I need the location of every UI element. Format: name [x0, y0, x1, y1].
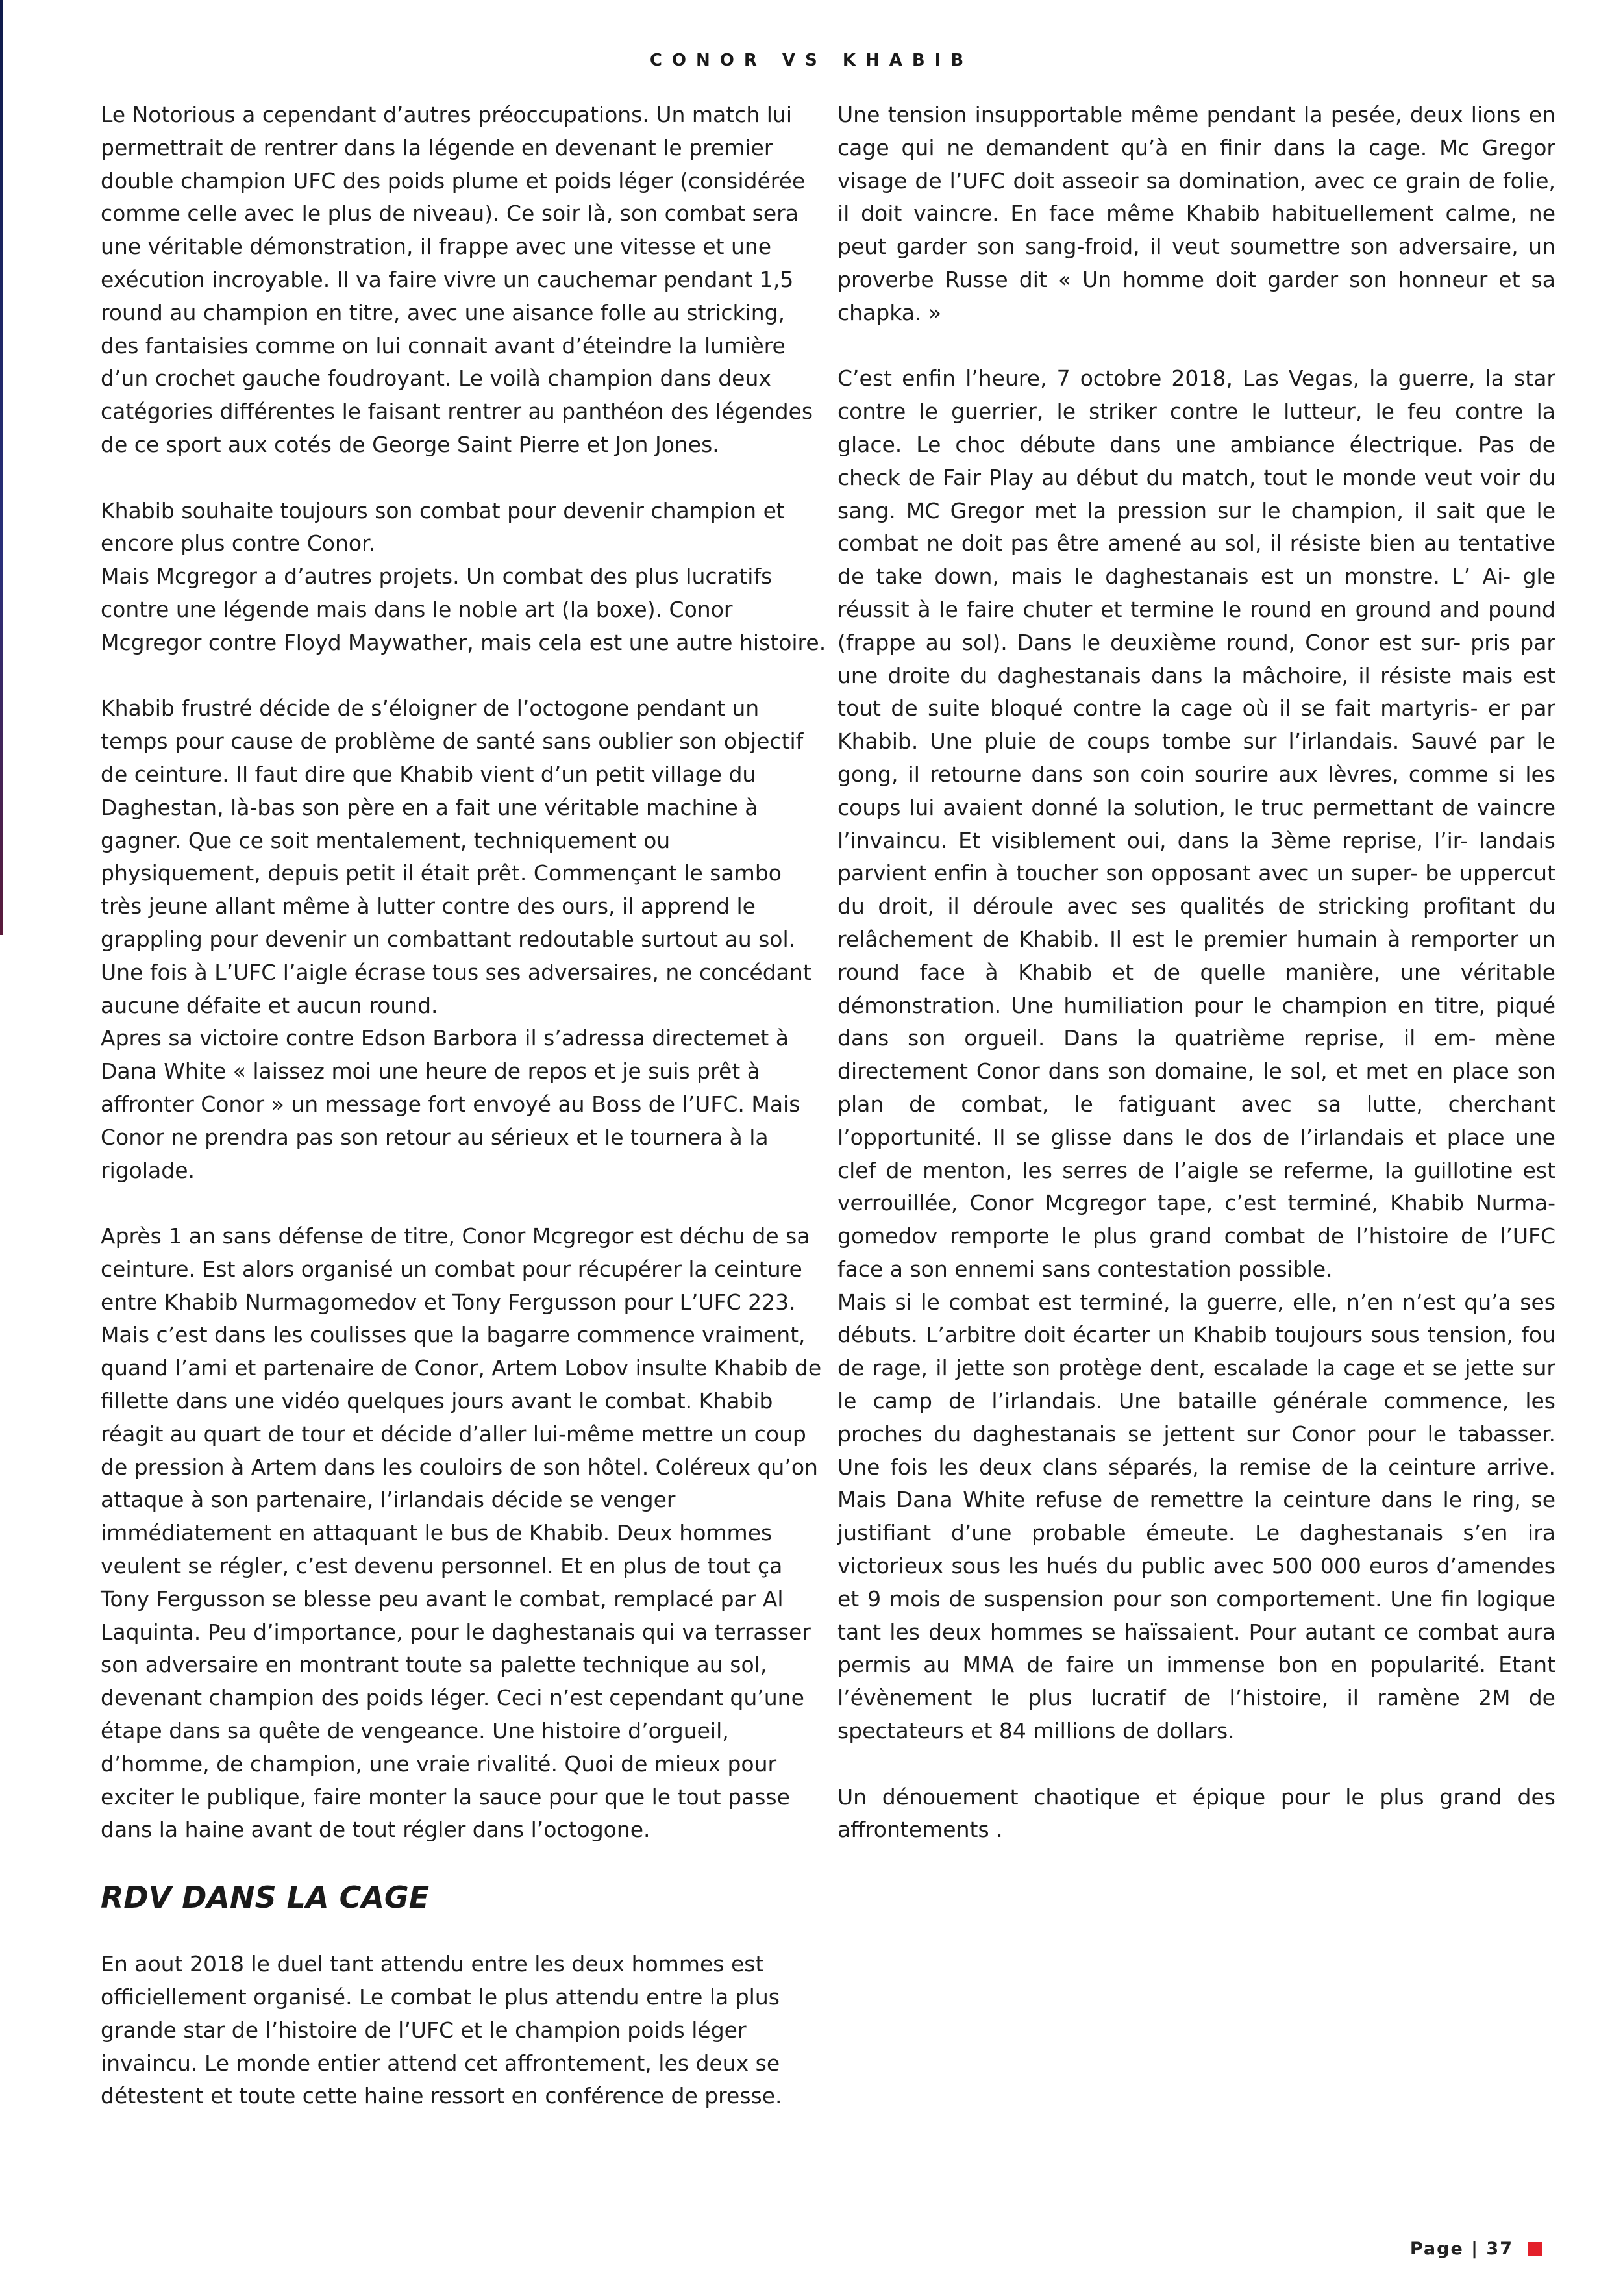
page-label: Page | 37 [1409, 2239, 1513, 2259]
paragraph: Une tension insupportable même pendant la pesée, deux lions en cage qui ne demandent qu’à en finir dans la cage. Mc Gregor visage de l’UFC doit asseoir sa domination, avec ce grain de folie, il doit vaincre. En face même Khabib habituellement calme, ne peut garder son sang-froid, il veut soumettre son adversaire, un proverbe Russe dit « Un homme doit garder son honneur et sa chapka. » [837, 102, 1555, 325]
left-column [101, 99, 828, 2113]
paragraph: Apres sa victoire contre Edson Barbora il s’adressa directemet à Dana White « laissez moi une heure de repos et je suis prêt à affronter Conor » un message fort envoyé au Boss de l’UFC. Mais Conor ne prendra pas son retour au sérieux et le tournera à la rigolade. [101, 1025, 800, 1183]
paragraph: Le Notorious a cependant d’autres préoccupations. Un match lui permettrait de rentrer dans la légende en devenant le premier double champion UFC des poids plume et poids léger (considérée comme celle avec le plus de niveau). Ce soir là, son combat sera une véritable démonstration, il frappe avec une vitesse et une exécution incroyable. Il va faire vivre un cauchemar pendant 1,5 round au champion en titre, avec une aisance folle au stricking, des fantaisies comme on lui connait avant d’éteindre la lumière d’un crochet gauche foudroyant. Le voilà champion dans deux catégories différentes le faisant rentrer au panthéon des légendes de ce sport aux cotés de George Saint Pierre et Jon Jones. [101, 102, 813, 457]
section-heading: RDV DANS LA CAGE [101, 1880, 430, 1915]
paragraph: En aout 2018 le duel tant attendu entre les deux hommes est officiellement organisé. Le combat le plus attendu entre la plus grande star de l’histoire de l’UFC et le champion poids léger invaincu. Le monde entier attend cet affrontement, les deux se détestent et toute cette haine ressort en conférence de presse. [101, 1951, 782, 2109]
paragraph: Un dénouement chaotique et épique pour le plus grand des affrontements . [837, 1784, 1555, 1843]
right-column [837, 99, 1555, 1847]
left-edge-bar [0, 0, 3, 935]
running-header: CONOR VS KHABIB [649, 51, 974, 70]
paragraph: Khabib frustré décide de s’éloigner de l’octogone pendant un temps pour cause de problème de santé sans oublier son objectif de ceinture. Il faut dire que Khabib vient d’un petit village du Daghestan, là-bas son père en a fait une véritable machine à gagner. Que ce soit mentalement, techniquement ou physiquement, depuis petit il était prêt. Commençant le sambo très jeune allant même à lutter contre des ours, il apprend le grappling pour devenir un combattant redoutable surtout au sol. Une fois à L’UFC l’aigle écrase tous ses adversaires, ne concédant aucune défaite et aucun round. [101, 695, 812, 1018]
red-square-icon [1528, 2242, 1542, 2256]
paragraph: C’est enfin l’heure, 7 octobre 2018, Las Vegas, la guerre, la star contre le guerrier, le striker contre le lutteur, le feu contre la glace. Le choc débute dans une ambiance électrique. Pas de check de Fair Play au début du match, tout le monde veut voir du sang. MC Gregor met la pression sur le champion, il sait que le combat ne doit pas être amené au sol, il résiste bien au tentative de take down, mais le daghestanais est un monstre. L’ Ai- gle réussit à le faire chuter et termine le round en ground and pound (frappe au sol). Dans le deuxième round, Conor est sur- pris par une droite du daghestanais dans la mâchoire, il résiste mais est tout de suite bloqué contre la cage où il se fait martyris- er par Khabib. Une pluie de coups tombe sur l’irlandais. Sauvé par le gong, il retourne dans son coin sourire aux lèvres, comme si les coups lui avaient donné la solution, le truc permettant de vaincre l’invaincu. Et visiblement oui, dans la 3ème reprise, l’ir- landais parvient enfin à toucher son opposant avec un super- be uppercut du droit, il déroule avec ses qualités de stricking profitant du relâchement de Khabib. Il est le premier humain à remporter un round face à Khabib et de quelle manière, une véritable démonstration. Une humiliation pour le champion en titre, piqué dans son orgueil. Dans la quatrième reprise, il em- mène directement Conor dans son domaine, le sol, et met en place son plan de combat, le fatiguant avec sa lutte, cherchant l’opportunité. Il se glisse dans le dos de l’irlandais et place une clef de menton, les serres de l’aigle se referme, la guillotine est verrouillée, Conor Mcgregor tape, c’est terminé, Khabib Nurma- gomedov remporte le plus grand combat de l’histoire de l’UFC face a son ennemi sans contestation possible. [837, 366, 1555, 1282]
paragraph: Mais Mcgregor a d’autres projets. Un combat des plus lucratifs contre une légende mais dans le noble art (la boxe). Conor Mcgregor contre Floyd Maywather, mais cela est une autre histoire. [101, 564, 826, 655]
paragraph: Mais si le combat est terminé, la guerre, elle, n’en n’est qu’a ses débuts. L’arbitre doit écarter un Khabib toujours sous tension, fou de rage, il jette son protège dent, escalade la cage et se jette sur le camp de l’irlandais. Une bataille générale commence, les proches du daghestanais se jettent sur Conor pour le tabasser. Une fois les deux clans séparés, la remise de la ceinture arrive. Mais Dana White refuse de remettre la ceinture dans le ring, se justifiant d’une probable émeute. Le daghestanais s’en ira victorieux sous les hués du public avec 500 000 euros d’amendes et 9 mois de suspension pour son comportement. Une fin logique tant les deux hommes se haïssaient. Pour autant ce combat aura permis au MMA de faire un immense bon en popularité. Etant l’évènement le plus lucratif de l’histoire, il ramène 2M de spectateurs et 84 millions de dollars. [837, 1289, 1555, 1744]
page-number [1410, 2239, 1542, 2259]
paragraph: Khabib souhaite toujours son combat pour devenir champion et encore plus contre Conor. [101, 497, 785, 556]
paragraph: Après 1 an sans défense de titre, Conor Mcgregor est déchu de sa ceinture. Est alors organisé un combat pour récupérer la ceinture entre Khabib Nurmagomedov et Tony Fergusson pour L’UFC 223. Mais c’est dans les coulisses que la bagarre commence vraiment, quand l’ami et partenaire de Conor, Artem Lobov insulte Khabib de fillette dans une vidéo quelques jours avant le combat. Khabib réagit au quart de tour et décide d’aller lui-même mettre un coup de pression à Artem dans les couloirs de son hôtel. Coléreux qu’on attaque à son partenaire, l’irlandais décide se venger immédiatement en attaquant le bus de Khabib. Deux hommes veulent se régler, c’est devenu personnel. Et en plus de tout ça Tony Fergusson se blesse peu avant le combat, remplacé par Al Laquinta. Peu d’importance, pour le daghestanais qui va terrasser son adversaire en montrant toute sa palette technique au sol, devenant champion des poids léger. Ceci n’est cependant qu’une étape dans sa quête de vengeance. Une histoire d’orgueil, d’homme, de champion, une vraie rivalité. Quoi de mieux pour exciter le publique, faire monter la sauce pour que le tout passe dans la haine avant de tout régler dans l’octogone. [101, 1223, 822, 1843]
